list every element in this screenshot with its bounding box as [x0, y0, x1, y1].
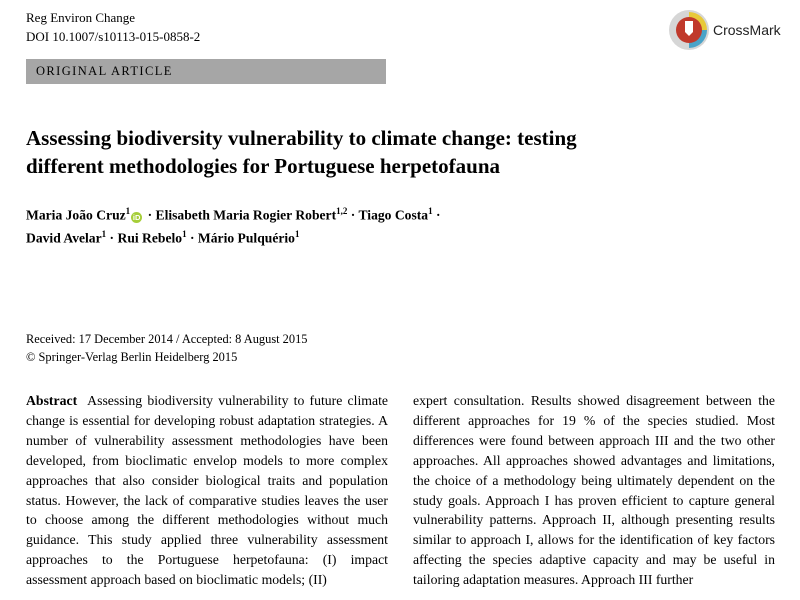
author-name[interactable]: Elisabeth Maria Rogier Robert	[155, 207, 337, 223]
article-type-label: ORIGINAL ARTICLE	[36, 64, 173, 78]
author-name[interactable]: Tiago Costa	[358, 207, 429, 223]
doi[interactable]: DOI 10.1007/s10113-015-0858-2	[26, 29, 201, 44]
affiliation-mark: 1	[101, 228, 107, 239]
journal-name: Reg Environ Change	[26, 10, 136, 25]
article-title	[26, 124, 746, 180]
title-line-1: Assessing biodiversity vulnerability to climate change: testing	[26, 126, 577, 150]
author-name[interactable]: Rui Rebelo	[117, 230, 183, 246]
affiliation-mark: 1	[294, 228, 300, 239]
author-name[interactable]: Maria João Cruz	[26, 207, 126, 223]
crossmark-badge[interactable]	[668, 9, 781, 51]
author-name[interactable]: David Avelar	[26, 230, 102, 246]
received-accepted: Received: 17 December 2014 / Accepted: 8 August 2015	[26, 332, 308, 346]
author-list: Maria João Cruz$^1$iD · Elisabeth Maria Rogier Robert$^{1,2}$ · Tiago Costa$^1$ · David Avelar$^1$ · Rui Rebelo$^1$ · Mário Pulquério$^1$	[26, 206, 441, 246]
affiliation-mark: 1	[182, 228, 187, 239]
abstract-label: Abstract	[26, 393, 78, 408]
crossmark-label: CrossMark	[713, 22, 781, 38]
journal-header	[26, 8, 200, 46]
publication-dates	[26, 330, 307, 366]
affiliation-mark: 1,2	[336, 206, 348, 216]
abstract-right-column	[413, 391, 775, 590]
author-name[interactable]: Mário Pulquério	[197, 230, 295, 246]
copyright: © Springer-Verlag Berlin Heidelberg 2015	[26, 350, 238, 364]
orcid-icon[interactable]: iD	[132, 212, 141, 222]
abstract-left-column	[26, 391, 388, 590]
crossmark-icon	[668, 9, 710, 51]
affiliation-mark: 1	[125, 206, 131, 216]
title-line-2: different methodologies for Portuguese herpetofauna	[26, 154, 500, 178]
abstract-text-left: Assessing biodiversity vulnerability to future climate change is essential for developing robust adaptation strategies. A number of vulnerability assessment methodologies have been developed, from bioclimatic envelop models to more complex approaches that also consider biological traits and population status. However, the lack of comparative studies leaves the user to choose among the different methodologies without much guidance. This study applied three vulnerability assessment approaches to the Portuguese herpetofauna: (I) impact assessment approach based on bioclimatic models; (II)	[26, 393, 388, 588]
article-type-banner	[26, 59, 386, 84]
abstract-text-right: expert consultation. Results showed disagreement between the different approaches for 19 % of the species studied. Most differences were found between approach III and the two other approaches. All approaches showed advantages and limitations, the choice of a methodology being ultimately dependent on the study goals. Approach I has proven efficient to capture general vulnerability patterns. Approach II, although presenting results similar to approach I, allows for the identification of key factors affecting the species adaptive capacity and may be useful in tailoring adaptation measures. Approach III further	[413, 393, 775, 588]
affiliation-mark: 1	[428, 206, 433, 216]
